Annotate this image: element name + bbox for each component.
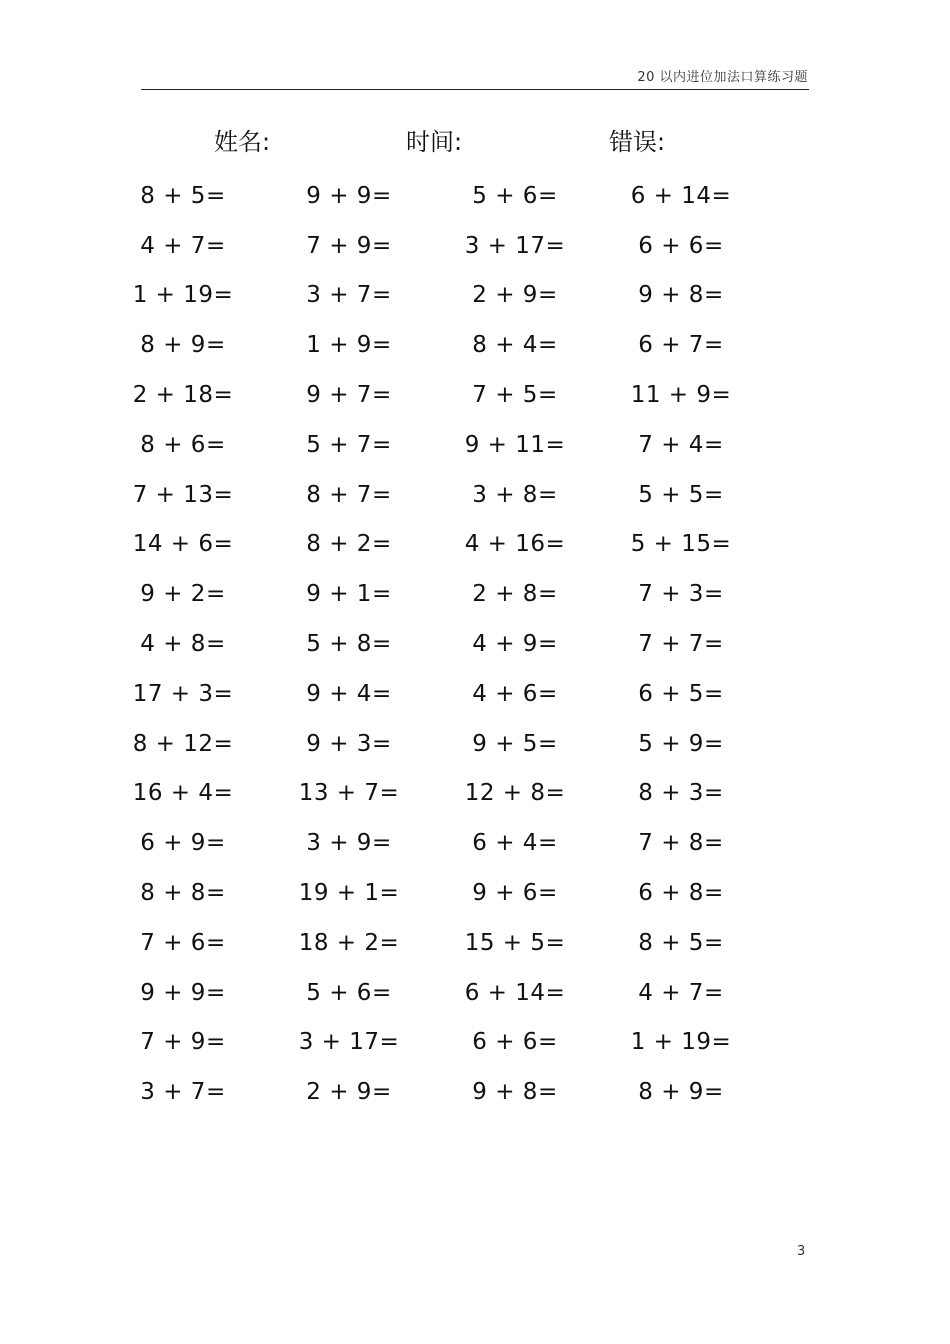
problem-item: 3 + 7= <box>140 1079 226 1106</box>
problem-row <box>100 818 800 868</box>
problem-row <box>100 669 800 719</box>
problem-item: 4 + 8= <box>140 631 226 658</box>
problem-item: 9 + 5= <box>472 730 558 757</box>
problem-item: 5 + 8= <box>306 631 392 658</box>
problem-item: 8 + 5= <box>140 182 226 209</box>
page-number: 3 <box>797 1244 806 1259</box>
problem-item: 3 + 8= <box>472 481 558 508</box>
problem-item: 3 + 9= <box>306 830 392 857</box>
problem-item: 6 + 6= <box>638 232 724 259</box>
problem-item: 7 + 9= <box>306 232 392 259</box>
errors-label: 错误: <box>609 128 666 156</box>
problem-item: 9 + 7= <box>306 382 392 409</box>
problem-item: 3 + 17= <box>464 232 566 259</box>
problem-item: 1 + 19= <box>132 282 234 309</box>
problem-item: 6 + 6= <box>472 1029 558 1056</box>
problem-item: 17 + 3= <box>132 680 234 707</box>
problem-item: 7 + 13= <box>132 481 234 508</box>
problem-row <box>100 569 800 619</box>
problem-row <box>100 719 800 769</box>
problem-item: 16 + 4= <box>132 780 234 807</box>
problem-row <box>100 918 800 968</box>
problem-item: 2 + 9= <box>306 1079 392 1106</box>
problem-item: 2 + 9= <box>472 282 558 309</box>
problem-row <box>100 1067 800 1117</box>
problem-item: 9 + 8= <box>472 1079 558 1106</box>
problem-grid <box>100 171 800 1117</box>
problem-item: 3 + 7= <box>306 282 392 309</box>
problem-item: 3 + 17= <box>298 1029 400 1056</box>
problem-item: 5 + 6= <box>472 182 558 209</box>
problem-item: 1 + 9= <box>306 332 392 359</box>
problem-item: 7 + 5= <box>472 382 558 409</box>
problem-item: 8 + 9= <box>638 1079 724 1106</box>
problem-item: 7 + 8= <box>638 830 724 857</box>
problem-item: 8 + 2= <box>306 531 392 558</box>
problem-item: 7 + 3= <box>638 581 724 608</box>
problem-item: 18 + 2= <box>298 929 400 956</box>
header-divider <box>141 89 809 90</box>
problem-item: 14 + 6= <box>132 531 234 558</box>
problem-item: 5 + 6= <box>306 979 392 1006</box>
problem-item: 8 + 5= <box>638 929 724 956</box>
problem-item: 1 + 19= <box>630 1029 732 1056</box>
problem-item: 9 + 1= <box>306 581 392 608</box>
problem-item: 6 + 7= <box>638 332 724 359</box>
problem-item: 8 + 4= <box>472 332 558 359</box>
problem-item: 19 + 1= <box>298 880 400 907</box>
time-label: 时间: <box>406 128 463 156</box>
problem-item: 8 + 9= <box>140 332 226 359</box>
header-title: 20 以内进位加法口算练习题 <box>637 70 808 85</box>
problem-row <box>100 470 800 520</box>
problem-item: 9 + 9= <box>306 182 392 209</box>
problem-item: 9 + 6= <box>472 880 558 907</box>
problem-item: 7 + 9= <box>140 1029 226 1056</box>
problem-item: 6 + 5= <box>638 680 724 707</box>
problem-item: 7 + 6= <box>140 929 226 956</box>
problem-row <box>100 769 800 819</box>
problem-item: 8 + 12= <box>132 730 234 757</box>
problem-item: 5 + 15= <box>630 531 732 558</box>
problem-item: 13 + 7= <box>298 780 400 807</box>
problem-item: 8 + 6= <box>140 431 226 458</box>
problem-item: 4 + 9= <box>472 631 558 658</box>
problem-item: 9 + 4= <box>306 680 392 707</box>
problem-item: 5 + 7= <box>306 431 392 458</box>
problem-item: 9 + 3= <box>306 730 392 757</box>
problem-item: 8 + 8= <box>140 880 226 907</box>
problem-item: 2 + 18= <box>132 382 234 409</box>
problem-item: 9 + 9= <box>140 979 226 1006</box>
problem-item: 2 + 8= <box>472 581 558 608</box>
problem-item: 15 + 5= <box>464 929 566 956</box>
problem-item: 6 + 14= <box>630 182 732 209</box>
problem-item: 7 + 4= <box>638 431 724 458</box>
problem-row <box>100 420 800 470</box>
problem-item: 4 + 6= <box>472 680 558 707</box>
problem-row <box>100 271 800 321</box>
problem-row <box>100 1018 800 1068</box>
problem-row <box>100 868 800 918</box>
problem-item: 4 + 7= <box>638 979 724 1006</box>
problem-row <box>100 221 800 271</box>
problem-item: 9 + 11= <box>464 431 566 458</box>
problem-item: 7 + 7= <box>638 631 724 658</box>
problem-row <box>100 171 800 221</box>
problem-item: 4 + 16= <box>464 531 566 558</box>
problem-item: 12 + 8= <box>464 780 566 807</box>
problem-row <box>100 968 800 1018</box>
problem-item: 8 + 7= <box>306 481 392 508</box>
problem-item: 4 + 7= <box>140 232 226 259</box>
problem-item: 5 + 9= <box>638 730 724 757</box>
problem-row <box>100 320 800 370</box>
problem-row <box>100 370 800 420</box>
problem-row <box>100 520 800 570</box>
problem-item: 9 + 8= <box>638 282 724 309</box>
problem-item: 5 + 5= <box>638 481 724 508</box>
problem-item: 9 + 2= <box>140 581 226 608</box>
problem-item: 6 + 9= <box>140 830 226 857</box>
problem-row <box>100 619 800 669</box>
problem-item: 8 + 3= <box>638 780 724 807</box>
name-label: 姓名: <box>214 128 271 156</box>
problem-item: 6 + 14= <box>464 979 566 1006</box>
problem-item: 11 + 9= <box>630 382 732 409</box>
problem-item: 6 + 8= <box>638 880 724 907</box>
problem-item: 6 + 4= <box>472 830 558 857</box>
